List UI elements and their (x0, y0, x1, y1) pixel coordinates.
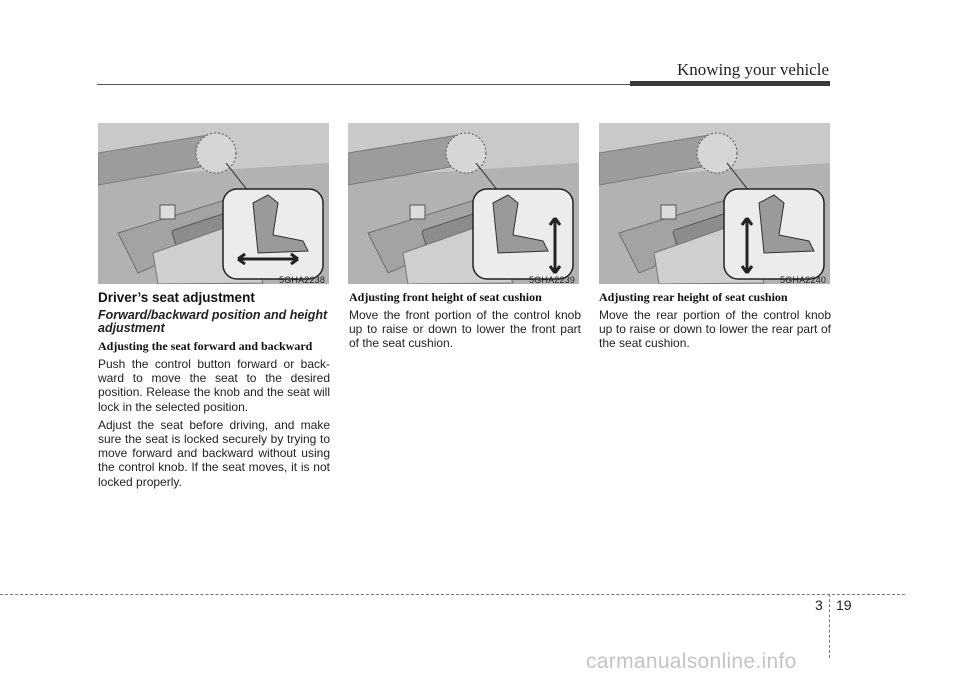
topic-heading: Adjusting front height of seat cushion (349, 290, 542, 304)
door-panel-illustration (348, 123, 579, 284)
column-1 (98, 290, 330, 493)
footer-rule (0, 594, 905, 595)
paragraph: Move the rear portion of the control knob up to raise or down to lower the rear part of the seat cushion. (599, 308, 831, 351)
page-separator (829, 594, 830, 658)
column-3 (599, 290, 831, 355)
watermark: carmanualsonline.info (586, 650, 797, 673)
topic-heading: Adjusting rear height of seat cushion (599, 290, 788, 304)
subheading: Forward/backward position and height adjustment (98, 308, 328, 335)
page-number: 19 (836, 597, 852, 613)
figure-3 (599, 123, 830, 284)
door-panel-illustration (599, 123, 830, 284)
door-panel-illustration (98, 123, 329, 284)
figure-code-1: 5GHA2238 (279, 275, 326, 285)
section-heading: Driver’s seat adjustment (98, 290, 255, 305)
column-2 (349, 290, 581, 355)
figure-code-2: 5GHA2239 (529, 275, 576, 285)
figure-2 (348, 123, 579, 284)
topic-heading: Adjusting the seat forward and backward (98, 339, 313, 353)
header-title: Knowing your vehicle (676, 60, 829, 79)
header-rule-accent (630, 81, 830, 86)
paragraph: Move the front portion of the control knob up to raise or down to lower the front part of the seat cushion. (349, 308, 581, 351)
paragraph: Adjust the seat before driving, and make sure the seat is locked securely by trying to move forward and backward without using the control knob. If the seat moves, it is not locked properly. (98, 417, 330, 489)
figure-1 (98, 123, 329, 284)
figure-code-3: 5GHA2240 (780, 275, 827, 285)
chapter-number: 3 (815, 597, 823, 613)
paragraph: Push the control button forward or back- ward to move the seat to the desired position. Release the knob and the seat will lock in the selected position. (98, 357, 330, 414)
